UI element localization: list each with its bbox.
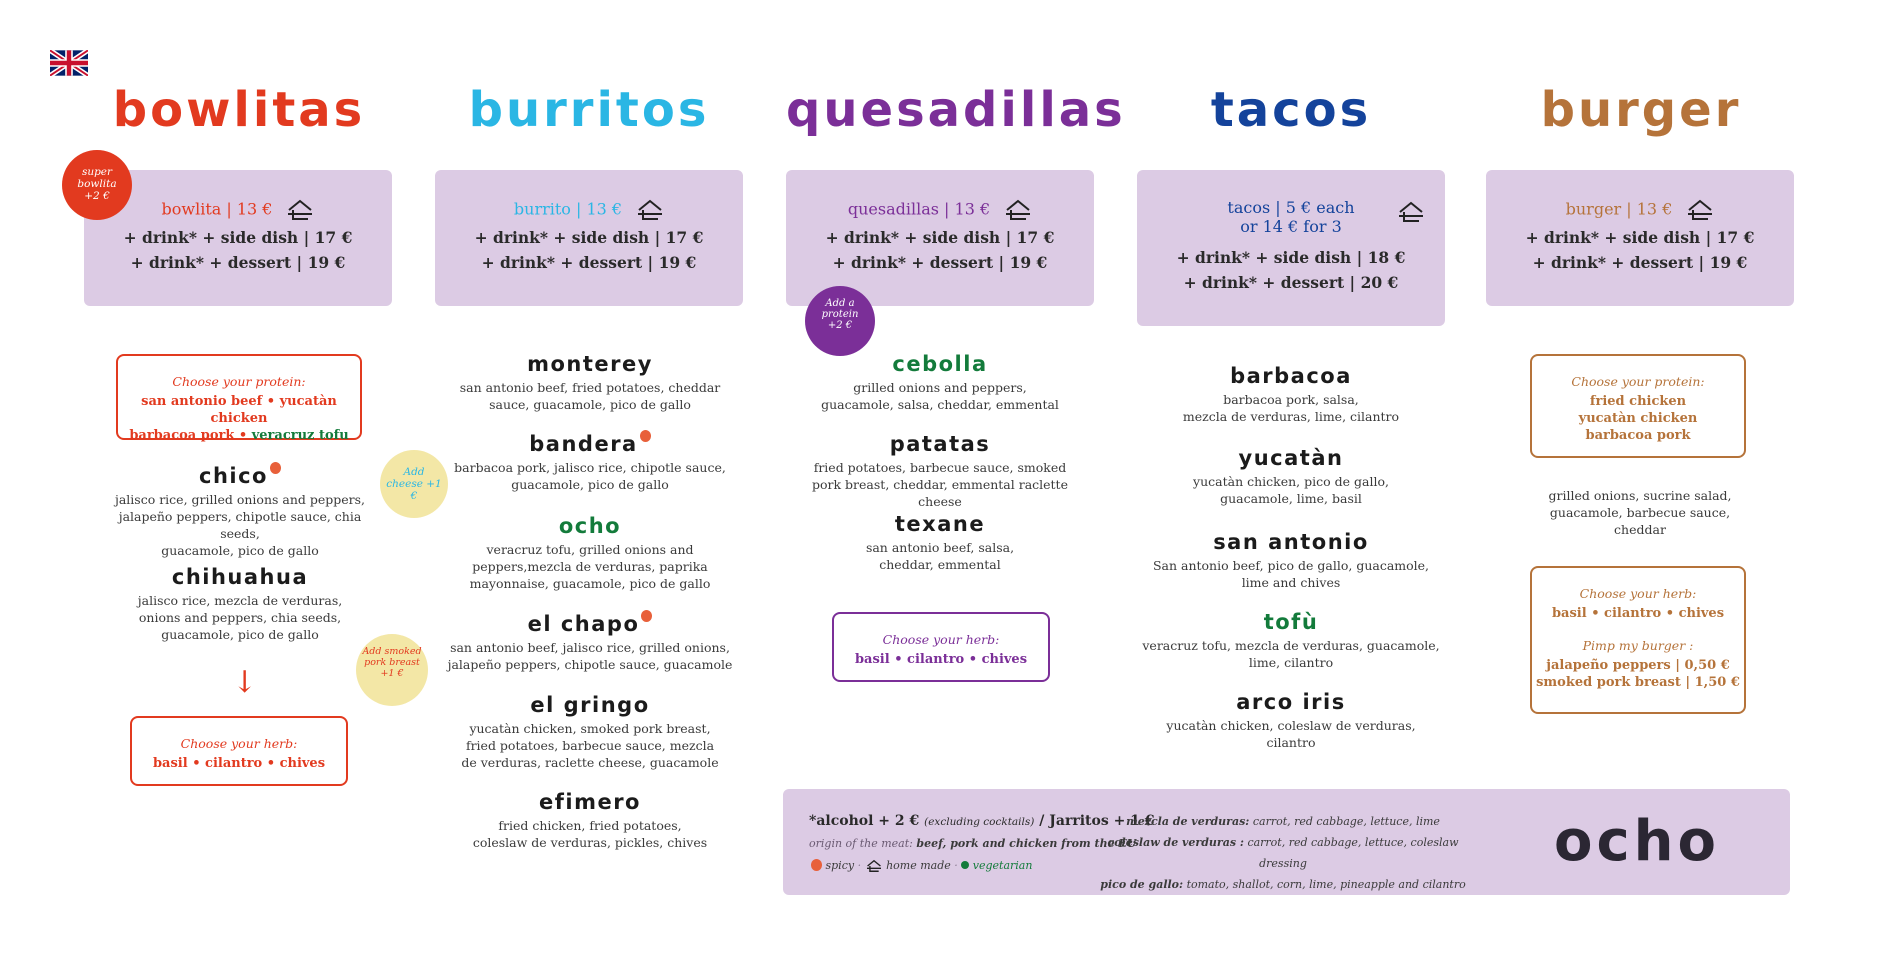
dish-name: monterey bbox=[527, 352, 653, 376]
protein-values: san antonio beef • yucatàn chicken bbox=[141, 394, 337, 426]
burritos-title: burritos bbox=[468, 82, 710, 138]
dish-desc: San antonio beef, pico de gallo, guacamole, bbox=[1152, 558, 1430, 573]
super-bowlita-sticker: super bowlita +2 € bbox=[62, 150, 132, 220]
burger-price-head: burger | 13 € bbox=[1565, 199, 1673, 219]
tacos-line2: + drink* + dessert | 20 € bbox=[1183, 273, 1399, 292]
dish-desc: jalapeño peppers, chipotle sauce, guacamole bbox=[447, 657, 733, 672]
dish-desc: cheddar, emmental bbox=[879, 557, 1001, 572]
burritos-price-head: burrito | 13 € bbox=[513, 199, 623, 219]
dish-desc: peppers,mezcla de verduras, paprika bbox=[472, 559, 708, 574]
tacos-line1: + drink* + side dish | 18 € bbox=[1176, 248, 1406, 267]
tacos-title: tacos bbox=[1210, 82, 1372, 138]
dish-cebolla bbox=[790, 352, 1090, 413]
dish-el-chapo bbox=[440, 612, 740, 673]
protein-value: fried chicken bbox=[1589, 394, 1687, 409]
home-made-icon bbox=[1397, 200, 1425, 224]
dish-desc: lime, cilantro bbox=[1248, 655, 1334, 670]
burger-title: burger bbox=[1540, 82, 1742, 138]
burritos-line1: + drink* + side dish | 17 € bbox=[474, 228, 704, 247]
dish-chihuahua bbox=[100, 565, 380, 643]
dish-tofu bbox=[1140, 610, 1442, 671]
dish-desc: jalapeño peppers, chipotle sauce, chia seeds, bbox=[118, 509, 362, 541]
protein-value: yucatàn chicken bbox=[1578, 411, 1698, 426]
dish-desc: guacamole, barbecue sauce, bbox=[1549, 505, 1731, 520]
dish-desc: cheddar bbox=[1614, 522, 1666, 537]
vegetarian-dot-icon bbox=[961, 861, 969, 869]
dish-desc: guacamole, pico de gallo bbox=[161, 627, 319, 642]
dish-desc: de verduras, raclette cheese, guacamole bbox=[461, 755, 719, 770]
chili-icon bbox=[641, 610, 652, 622]
herb-label: Choose your herb: bbox=[1579, 586, 1697, 601]
herb-values: basil • cilantro • chives bbox=[1551, 606, 1725, 621]
arrow-down-icon: ↓ bbox=[232, 665, 258, 700]
dish-desc: san antonio beef, salsa, bbox=[865, 540, 1015, 555]
pimp-option: jalapeño peppers | 0,50 € bbox=[1546, 658, 1730, 673]
herb-label: Choose your herb: bbox=[180, 736, 298, 751]
dish-desc: coleslaw de verduras, pickles, chives bbox=[472, 835, 708, 850]
dish-desc: barbacoa pork, jalisco rice, chipotle sauce, bbox=[454, 460, 726, 475]
dish-name: tofù bbox=[1263, 610, 1319, 634]
coleslaw-value: carrot, red cabbage, lettuce, coleslaw dressing bbox=[1247, 836, 1459, 870]
dish-name: el chapo bbox=[527, 612, 640, 636]
ocho-logo: ocho bbox=[1553, 809, 1720, 874]
dish-desc: veracruz tofu, grilled onions and bbox=[486, 542, 694, 557]
burger-herb-box[interactable] bbox=[1530, 566, 1746, 714]
home-made-icon bbox=[636, 198, 664, 222]
quesadillas-price-head: quesadillas | 13 € bbox=[847, 199, 991, 219]
dish-san-antonio bbox=[1140, 530, 1442, 591]
dish-desc: lime and chives bbox=[1241, 575, 1341, 590]
dish-el-gringo bbox=[440, 693, 740, 771]
dish-name: patatas bbox=[889, 432, 991, 456]
bowlitas-protein-box[interactable] bbox=[116, 354, 362, 443]
chili-icon bbox=[811, 859, 822, 871]
dish-barbacoa bbox=[1140, 364, 1442, 425]
dish-desc: guacamole, pico de gallo bbox=[511, 477, 669, 492]
home-made-icon bbox=[865, 859, 883, 873]
coleslaw-label: coleslaw de verduras : bbox=[1107, 836, 1244, 849]
dish-desc: grilled onions, sucrine salad, bbox=[1548, 488, 1732, 503]
dish-desc: fried chicken, fried potatoes, bbox=[498, 818, 682, 833]
chili-icon bbox=[640, 430, 651, 442]
pimp-option: smoked pork breast | 1,50 € bbox=[1536, 675, 1740, 690]
dish-desc: fried potatoes, barbecue sauce, smoked bbox=[813, 460, 1067, 475]
dish-name: chico bbox=[199, 464, 268, 488]
dish-monterey bbox=[440, 352, 740, 413]
burger-line1: + drink* + side dish | 17 € bbox=[1525, 228, 1755, 247]
dish-desc: san antonio beef, jalisco rice, grilled onions, bbox=[450, 640, 730, 655]
bowlitas-herb-box[interactable] bbox=[130, 716, 348, 786]
herb-values: basil • cilantro • chives bbox=[854, 652, 1028, 667]
dish-name: cebolla bbox=[892, 352, 988, 376]
dish-desc: yucatàn chicken, smoked pork breast, bbox=[469, 721, 711, 736]
protein-values-2b: veracruz tofu bbox=[251, 428, 349, 443]
pico-label: pico de gallo: bbox=[1100, 878, 1184, 891]
home-made-icon bbox=[286, 198, 314, 222]
burger-price-box bbox=[1486, 170, 1794, 306]
tacos-price-head1: tacos | 5 € each bbox=[1227, 198, 1355, 217]
burger-protein-box[interactable] bbox=[1530, 354, 1746, 458]
add-pork-sticker: Add smoked pork breast +1 € bbox=[356, 634, 428, 706]
dish-name: san antonio bbox=[1213, 530, 1369, 554]
quesadillas-title: quesadillas bbox=[786, 82, 1126, 138]
add-cheese-sticker: Add cheese +1 € bbox=[380, 450, 448, 518]
dish-desc: yucatàn chicken, pico de gallo, bbox=[1193, 474, 1389, 489]
dish-texane bbox=[790, 512, 1090, 573]
dish-yucatan bbox=[1140, 446, 1442, 507]
dish-desc: jalisco rice, mezcla de verduras, bbox=[137, 593, 343, 608]
tacos-price-box bbox=[1137, 170, 1445, 326]
dish-desc: fried potatoes, barbecue sauce, mezcla bbox=[465, 738, 715, 753]
dish-ocho bbox=[440, 514, 740, 592]
legend-home: home made bbox=[886, 859, 951, 872]
dish-chico bbox=[100, 464, 380, 559]
bowlitas-price-head: bowlita | 13 € bbox=[161, 199, 273, 219]
dish-desc: mezcla de verduras, lime, cilantro bbox=[1182, 409, 1400, 424]
bowlitas-line2: + drink* + dessert | 19 € bbox=[130, 253, 346, 272]
burritos-line2: + drink* + dessert | 19 € bbox=[481, 253, 697, 272]
add-protein-sticker: Add a protein +2 € bbox=[805, 286, 875, 356]
mezcla-value: carrot, red cabbage, lettuce, lime bbox=[1252, 815, 1440, 828]
bowlitas-line1: + drink* + side dish | 17 € bbox=[123, 228, 353, 247]
ingredients-glossary bbox=[1083, 811, 1483, 895]
protein-value: barbacoa pork bbox=[1585, 428, 1691, 443]
dish-desc: jalisco rice, grilled onions and peppers, bbox=[114, 492, 366, 507]
dish-name: chihuahua bbox=[171, 565, 309, 589]
dish-patatas bbox=[790, 432, 1090, 510]
alcohol-note: (excluding cocktails) bbox=[924, 816, 1035, 828]
dish-name: texane bbox=[894, 512, 986, 536]
dish-name: barbacoa bbox=[1230, 364, 1352, 388]
dish-name: el gringo bbox=[530, 693, 650, 717]
dish-desc: yucatàn chicken, coleslaw de verduras, cilantro bbox=[1166, 718, 1416, 750]
dish-desc: mayonnaise, guacamole, pico de gallo bbox=[469, 576, 711, 591]
tacos-price-head2: or 14 € for 3 bbox=[1240, 217, 1342, 236]
dish-desc: guacamole, lime, basil bbox=[1220, 491, 1362, 506]
quesadillas-herb-box[interactable] bbox=[832, 612, 1050, 682]
footer-info-box: *alcohol + 2 € (excluding cocktails) / Jarritos + 1 € origin of the meat: beef, pork and chicken from the EU spicy · home made · vegetarian mezcla de verduras: carrot, red cabbage, lettuce, lime coleslaw de verduras : carrot, red cabbage, lettuce, coleslaw dressing pico de gallo: tomato, shallot, corn, lime, pineapple and cilantro ocho bbox=[783, 789, 1790, 895]
alcohol-price: *alcohol + 2 € bbox=[809, 813, 920, 829]
chili-icon bbox=[270, 462, 281, 474]
burritos-price-box bbox=[435, 170, 743, 306]
mezcla-label: mezcla de verduras: bbox=[1126, 815, 1250, 828]
herb-values: basil • cilantro • chives bbox=[152, 756, 326, 771]
uk-flag-icon[interactable] bbox=[50, 50, 88, 76]
dish-name: bandera bbox=[529, 432, 638, 456]
dish-name: efimero bbox=[539, 790, 641, 814]
dish-desc: pork breast, cheddar, emmental raclette cheese bbox=[812, 477, 1068, 509]
dish-efimero bbox=[440, 790, 740, 851]
protein-label: Choose your protein: bbox=[172, 374, 306, 389]
pico-value: tomato, shallot, corn, lime, pineapple and cilantro bbox=[1186, 878, 1466, 891]
protein-label: Choose your protein: bbox=[1571, 374, 1705, 389]
dish-desc: guacamole, salsa, cheddar, emmental bbox=[821, 397, 1059, 412]
dish-name: yucatàn bbox=[1238, 446, 1344, 470]
dish-desc: onions and peppers, chia seeds, bbox=[138, 610, 342, 625]
dish-name: ocho bbox=[558, 514, 622, 538]
herb-label: Choose your herb: bbox=[882, 632, 1000, 647]
burger-line2: + drink* + dessert | 19 € bbox=[1532, 253, 1748, 272]
dish-bandera bbox=[440, 432, 740, 493]
dish-desc: guacamole, pico de gallo bbox=[161, 543, 319, 558]
quesadillas-line1: + drink* + side dish | 17 € bbox=[825, 228, 1055, 247]
dish-desc: grilled onions and peppers, bbox=[853, 380, 1027, 395]
dish-desc: san antonio beef, fried potatoes, cheddar bbox=[459, 380, 721, 395]
home-made-icon bbox=[1686, 198, 1714, 222]
dish-desc: veracruz tofu, mezcla de verduras, guacamole, bbox=[1142, 638, 1440, 653]
origin-value: beef, pork and chicken from the EU bbox=[916, 837, 1137, 850]
dish-arco-iris bbox=[1140, 690, 1442, 751]
home-made-icon bbox=[1004, 198, 1032, 222]
burger-description bbox=[1520, 484, 1760, 538]
quesadillas-price-box bbox=[786, 170, 1094, 306]
dish-desc: sauce, guacamole, pico de gallo bbox=[489, 397, 691, 412]
quesadillas-line2: + drink* + dessert | 19 € bbox=[832, 253, 1048, 272]
pimp-label: Pimp my burger : bbox=[1582, 638, 1694, 653]
legend-spicy: spicy bbox=[825, 859, 855, 872]
bowlitas-title: bowlitas bbox=[112, 82, 366, 138]
protein-values-2a: barbacoa pork • bbox=[129, 428, 248, 443]
jarritos-price: / Jarritos + 1 € bbox=[1039, 813, 1155, 829]
legend-vegetarian: vegetarian bbox=[972, 859, 1033, 872]
origin-label: origin of the meat: bbox=[809, 837, 913, 850]
dish-name: arco iris bbox=[1236, 690, 1346, 714]
dish-desc: barbacoa pork, salsa, bbox=[1223, 392, 1359, 407]
